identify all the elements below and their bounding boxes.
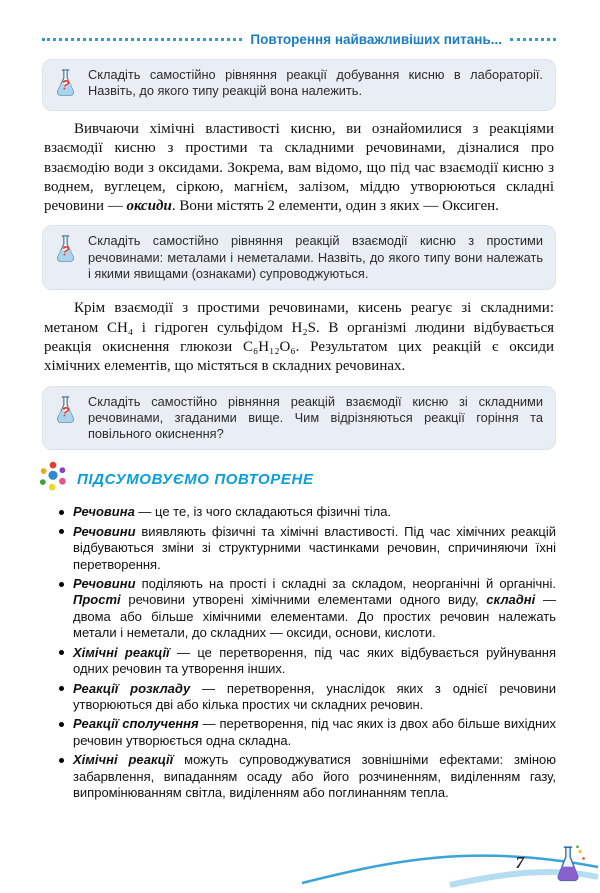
- svg-text:?: ?: [61, 244, 70, 261]
- summary-item-substance: Речовина — це те, із чого складаються фізичні тіла.: [58, 504, 556, 520]
- flask-question-icon: [52, 234, 79, 269]
- flask-sparkles-icon: [549, 844, 587, 890]
- bullet-icon: [59, 529, 64, 534]
- task-box-2: [42, 225, 556, 290]
- summary-header: [36, 460, 556, 499]
- svg-text:?: ?: [61, 404, 70, 421]
- bullet-icon: [59, 722, 64, 727]
- header-title: Повторення найважливіших питань...: [250, 32, 502, 47]
- summary-title: ПІДСУМОВУЄМО ПОВТОРЕНЕ: [77, 471, 314, 489]
- task-text-2: Складіть самостійно рівняння реакцій взаємодії кисню з простими речовинами: металами і неметалами. Назвіть, до якого типу вони належать і якими явищами (ознаками) супроводжуються.: [88, 233, 543, 282]
- running-header: [42, 32, 556, 47]
- task-text-1: Складіть самостійно рівняння реакції добування кисню в лабораторії. Назвіть, до якого типу реакцій вона належить.: [88, 67, 543, 99]
- summary-item-chemical-reactions: Хімічні реакції — це перетворення, під час яких відбувається руйнування одних речовин та утворення інших.: [58, 645, 556, 678]
- header-dotted-line-left: [42, 38, 242, 41]
- flask-question-icon: [52, 395, 79, 430]
- bullet-icon: [59, 686, 64, 691]
- bullet-icon: [59, 758, 64, 763]
- task-box-3: [42, 386, 556, 451]
- summary-list: [58, 504, 556, 801]
- svg-text:?: ?: [61, 77, 70, 94]
- paragraph-oxygen-complex-substances: Крім взаємодії з простими речовинами, кисень реагує зі складними: метаном CH₄ і гідроген сульфідом H₂S. В організмі людини відбувається реакція окиснення глюкози C₆H₁₂O₆. Результатом цих реакцій є оксиди хімічних елементів, що містяться в складних речовинах.: [44, 300, 554, 375]
- summary-item-properties: Речовини виявляють фізичні та хімічні властивості. Під час хімічних реакцій відбуваються зміни зі структурними частинками речовин, спричиняючи їхні перетворення.: [58, 524, 556, 573]
- bullet-icon: [59, 650, 64, 655]
- molecule-icon: [36, 460, 70, 499]
- bullet-icon: [59, 582, 64, 587]
- task-text-3: Складіть самостійно рівняння реакцій взаємодії кисню зі складними речовинами, згаданими вище. Чим відрізняються реакції горіння та повільного окиснення?: [88, 393, 543, 442]
- page-footer: [0, 835, 600, 893]
- header-dotted-line-right: [510, 38, 556, 41]
- flask-question-icon: [52, 68, 79, 103]
- decorative-swoosh: [300, 833, 600, 889]
- summary-item-effects: Хімічні реакції можуть супроводжуватися зовнішніми ефектами: зміною забарвлення, випаданням осаду або його розчиненням, виділенням газу, випромінюванням світла, виділенням або поглинанням тепла.: [58, 752, 556, 801]
- bullet-icon: [59, 510, 64, 515]
- task-box-1: [42, 59, 556, 111]
- summary-item-classification: Речовини поділяють на прості і складні за складом, неорганічні й органічні. Прості речовини утворені хімічними елементами одного виду, складні — двома або більше хімічними елементами. До простих речовин належать метали і неметали, до складних — оксиди, основи, кислоти.: [58, 576, 556, 642]
- paragraph-oxygen-simple-substances: Вивчаючи хімічні властивості кисню, ви ознайомилися з реакціями взаємодії кисню з простими та складними речовинами, дізналися про взаємодію води з оксидами. Зокрема, вам відомо, що під час взаємодії кисню з воднем, вуглецем, сіркою, магнієм, залізом, міддю утворюються складні речовини — оксиди. Вони містять 2 елементи, один з яких — Оксиген.: [44, 121, 554, 215]
- summary-item-decomposition: Реакції розкладу — перетворення, унаслідок яких з однієї речовини утворюються дві або кілька простих чи складних речовин.: [58, 681, 556, 714]
- summary-item-combination: Реакції сполучення — перетворення, під час яких із двох або більше вихідних речовин утворюється одна складна.: [58, 716, 556, 749]
- page-number: 7: [515, 853, 524, 872]
